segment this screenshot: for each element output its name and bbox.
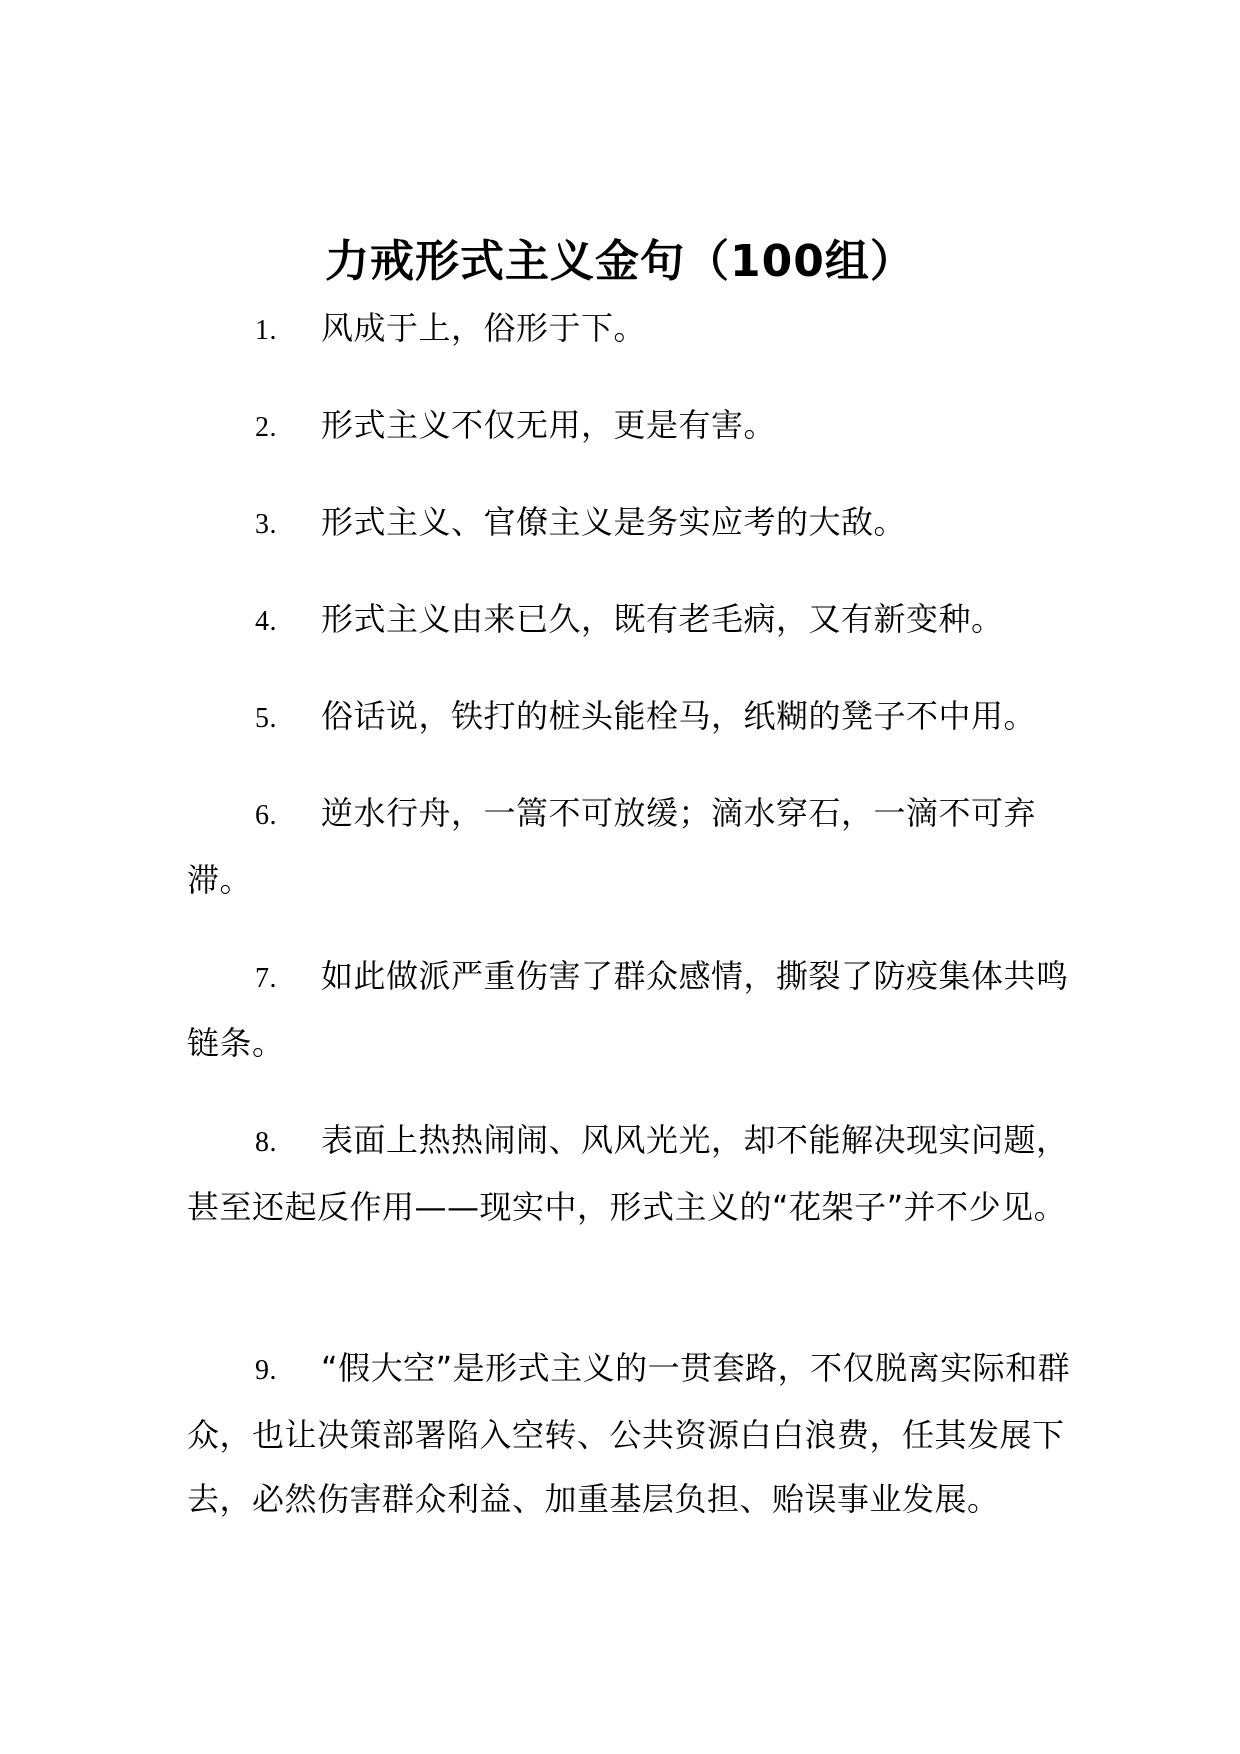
item-number: 3. <box>255 509 277 540</box>
item-number: 6. <box>255 800 277 831</box>
item-text: 形式主义由来已久，既有老毛病，又有新变种。 <box>321 600 1004 638</box>
item-text: 如此做派严重伤害了群众感情，撕裂了防疫集体共鸣链条。 <box>187 957 1069 1062</box>
item-number: 1. <box>255 315 277 346</box>
item-number: 9. <box>255 1355 277 1386</box>
item-number: 4. <box>255 606 277 637</box>
page-title: 力戒形式主义金句（100组） <box>325 236 915 287</box>
item-number: 8. <box>255 1127 277 1158</box>
list-item <box>187 1108 1087 1239</box>
list-item <box>187 393 1087 460</box>
list-item <box>187 296 1087 363</box>
item-text: 俗话说，铁打的桩头能栓马，纸糊的凳子不中用。 <box>321 697 1037 735</box>
list-item <box>187 1336 1087 1531</box>
item-text: 形式主义、官僚主义是务实应考的大敌。 <box>321 503 907 541</box>
item-text: 逆水行舟，一篙不可放缓；滴水穿石，一滴不可弃滞。 <box>187 794 1037 899</box>
item-number: 5. <box>255 703 277 734</box>
item-number: 7. <box>255 963 277 994</box>
item-number: 2. <box>255 412 277 443</box>
item-text: “假大空”是形式主义的一贯套路，不仅脱离实际和群众，也让决策部署陷入空转、公共资源白白浪费，任其发展下去，必然伤害群众利益、加重基层负担、贻误事业发展。 <box>187 1349 1071 1518</box>
list-item <box>187 781 1087 912</box>
item-text: 形式主义不仅无用，更是有害。 <box>321 406 777 444</box>
list-item <box>187 684 1087 751</box>
list-item <box>187 587 1087 654</box>
list-item <box>187 490 1087 557</box>
item-text: 表面上热热闹闹、风风光光，却不能解决现实问题，甚至还起反作用——现实中，形式主义的“花架子”并不少见。 <box>187 1121 1069 1226</box>
item-text: 风成于上，俗形于下。 <box>321 309 647 347</box>
list-item <box>187 944 1087 1075</box>
